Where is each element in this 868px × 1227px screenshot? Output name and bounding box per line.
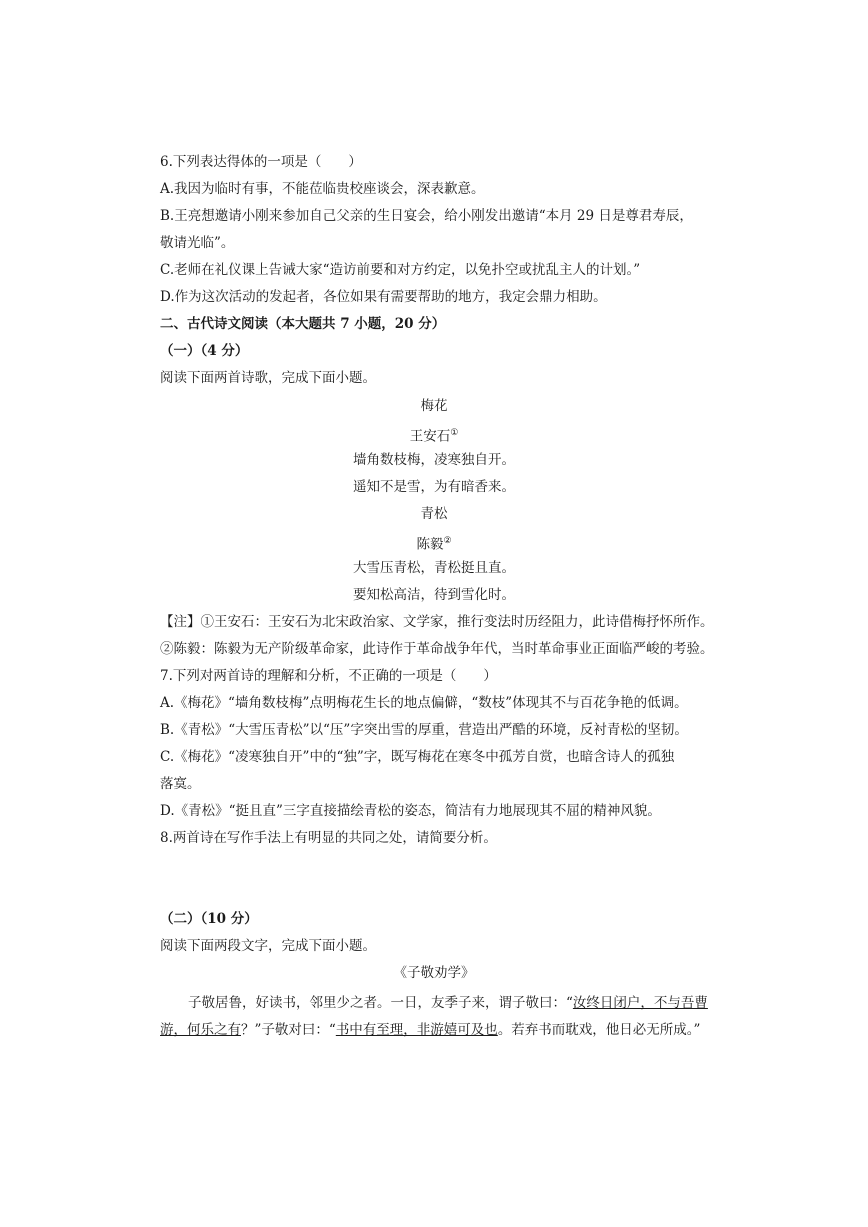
passage-text-1: 子敬居鲁，好读书，邻里少之者。一日，友季子来，谓子敬曰：“	[188, 995, 573, 1011]
underlined-sentence-2: 书中有至理，非游嬉可及也	[335, 1022, 498, 1038]
poem2-line1: 大雪压青松，青松挺且直。	[353, 560, 515, 576]
poem1-line2: 遥知不是雪，为有暗香来。	[353, 479, 515, 495]
q6-option-b-line1: B.王亮想邀请小刚来参加自己父亲的生日宴会，给小刚发出邀请“本月 29 日是尊君寿辰，	[160, 208, 693, 224]
part2-label: （二）（10 分）	[160, 911, 258, 927]
part2-instruction: 阅读下面两段文字，完成下面小题。	[160, 938, 376, 954]
note-2: ②陈毅：陈毅为无产阶级革命家，此诗作于革命战争年代，当时革命事业正面临严峻的考验。	[160, 641, 714, 657]
poem1-author-note-mark: ①	[450, 428, 459, 438]
note-1: 【注】①王安石：王安石为北宋政治家、文学家，推行变法时历经阻力，此诗借梅抒怀所作。	[160, 614, 714, 630]
q6-stem: 6.下列表达得体的一项是（ ）	[160, 154, 362, 170]
poem1-author	[0, 423, 868, 447]
q7-option-a: A.《梅花》“墙角数枝梅”点明梅花生长的地点偏僻，“数枝”体现其不与百花争艳的低调。	[160, 695, 688, 711]
passage-paragraph	[160, 990, 720, 1044]
underlined-sentence-1: 汝终日闭户，不与吾曹游，何乐之有	[160, 995, 708, 1038]
q7-option-b: B.《青松》“大雪压青松”以“压”字突出雪的厚重，营造出严酷的环境，反衬青松的坚韧。	[160, 722, 688, 738]
poem2-author	[0, 531, 868, 555]
passage-text-3: 。若弃书而耽戏，他日必无所成。”	[497, 1022, 701, 1038]
poem1-line1: 墙角数枝梅，凌寒独自开。	[353, 452, 515, 468]
q6-option-d: D.作为这次活动的发起者，各位如果有需要帮助的地方，我定会鼎力相助。	[160, 289, 607, 305]
part1-label: （一）（4 分）	[160, 343, 249, 359]
poem2-author-name: 陈毅	[416, 536, 444, 553]
poem2-title: 青松	[420, 506, 448, 522]
part1-instruction: 阅读下面两首诗歌，完成下面小题。	[160, 370, 376, 386]
q6-option-a: A.我因为临时有事，不能莅临贵校座谈会，深表歉意。	[160, 181, 485, 197]
q8-stem: 8.两首诗在写作手法上有明显的共同之处，请简要分析。	[160, 830, 497, 846]
q7-option-c-line2: 落寞。	[160, 776, 201, 792]
q6-option-c: C.老师在礼仪课上告诫大家“造访前要和对方约定，以免扑空或扰乱主人的计划。”	[160, 262, 641, 278]
q7-option-d: D.《青松》“挺且直”三字直接描绘青松的姿态，简洁有力地展现其不屈的精神风貌。	[160, 803, 661, 819]
poem2-author-note-mark: ②	[443, 536, 452, 546]
poem2-line2: 要知松高洁，待到雪化时。	[353, 587, 515, 603]
section2-title: 二、古代诗文阅读（本大题共 7 小题，20 分）	[160, 316, 446, 332]
q7-stem: 7.下列对两首诗的理解和分析，不正确的一项是（ ）	[160, 668, 497, 684]
poem1-author-name: 王安石	[409, 428, 451, 445]
q6-option-b-line2: 敬请光临”。	[160, 235, 235, 251]
poem1-title: 梅花	[420, 398, 448, 414]
passage-text-2: ？”子敬对曰：“	[241, 1022, 336, 1038]
q7-option-c-line1: C.《梅花》“凌寒独自开”中的“独”字，既写梅花在寒冬中孤芳自赏，也暗含诗人的孤独	[160, 749, 675, 765]
passage-title: 《子敬劝学》	[393, 965, 475, 981]
